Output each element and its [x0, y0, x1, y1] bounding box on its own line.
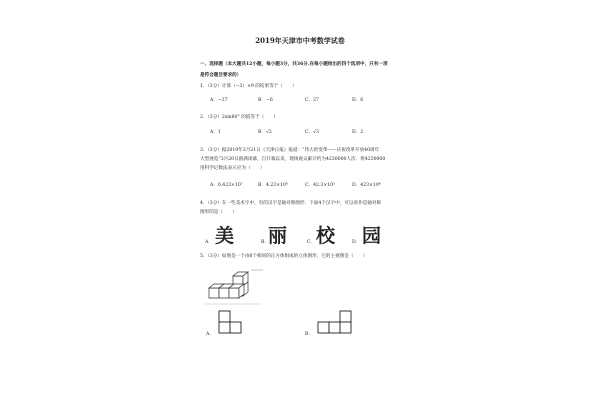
cube-solid-figure [203, 268, 265, 312]
question-5-option-a: A． [206, 332, 214, 337]
question-3-option-b: B．4.23×10⁶ [258, 183, 288, 188]
question-3-option-c: C．42.3×10⁵ [305, 183, 335, 188]
question-4-stem-line1: 4．（3分）在一些美术字中，有的汉字是轴对称图形．下面4个汉字中，可以看作是轴对称 [200, 201, 382, 206]
question-2-option-d: D．2 [352, 130, 364, 135]
question-3-stem-line2: 大型展览”3月20日圆满闭幕，自开幕以来，现场观众累计约为4230000人次．将4230000 [200, 157, 386, 162]
exam-title: 2019年天津市中考数学试卷 [255, 36, 345, 45]
question-3-option-a: A．0.423×10⁷ [210, 183, 243, 188]
question-4-char-a: 美 [215, 225, 235, 247]
question-2-option-b: B．√2 [258, 130, 272, 135]
section-heading-line2: 是符合题目要求的） [200, 73, 242, 78]
question-3-stem [200, 146, 410, 173]
question-3-option-d: D．423×10⁴ [352, 183, 381, 188]
question-3-stem-line3: 用科学记数法表示应为（ ） [200, 166, 265, 171]
question-4-stem-line2: 图形的是（ ） [200, 210, 237, 215]
section-heading [200, 59, 410, 81]
question-2-option-c: C．√3 [305, 130, 319, 135]
question-1-option-b: B．−6 [258, 98, 273, 103]
question-4-option-b: B． [261, 240, 269, 245]
question-2-stem: 2．（3分）2sin60° 的值等于（ ） [200, 115, 278, 120]
question-1-option-a: A．−27 [210, 98, 228, 103]
question-5-option-b: B． [305, 332, 313, 337]
question-5-stem: 5．（3分）如图是一个由6个相同的正方体组成的立体图形，它的主视图是（ ） [200, 254, 368, 259]
question-3-stem-line1: 3．（3分）据2019年3月21日《天津日报》报道：“伟大的变革——庆祝改革开放40周年 [200, 148, 380, 153]
question-4-option-c: C． [307, 240, 316, 245]
section-heading-line1: 一、选择题（本大题共12小题，每小题3分，共36分.在每小题给出的四个选项中，只有一项 [200, 62, 388, 67]
question-1-option-c: C．27 [305, 98, 319, 103]
question-4-stem [200, 199, 410, 217]
question-2-option-a: A．1 [210, 130, 221, 135]
question-4-char-c: 校 [316, 225, 336, 247]
question-4-char-b: 丽 [268, 225, 288, 247]
question-5-figure-a [213, 309, 247, 339]
question-1-stem: 1．（3分）计算（−3）×9 的结果等于（ ） [200, 84, 297, 89]
question-4-option-a: A． [205, 240, 213, 245]
question-1-option-d: D．6 [352, 98, 364, 103]
question-4-option-d: D． [352, 240, 361, 245]
question-5-figure-b [312, 309, 358, 339]
question-4-char-d: 园 [362, 225, 382, 247]
